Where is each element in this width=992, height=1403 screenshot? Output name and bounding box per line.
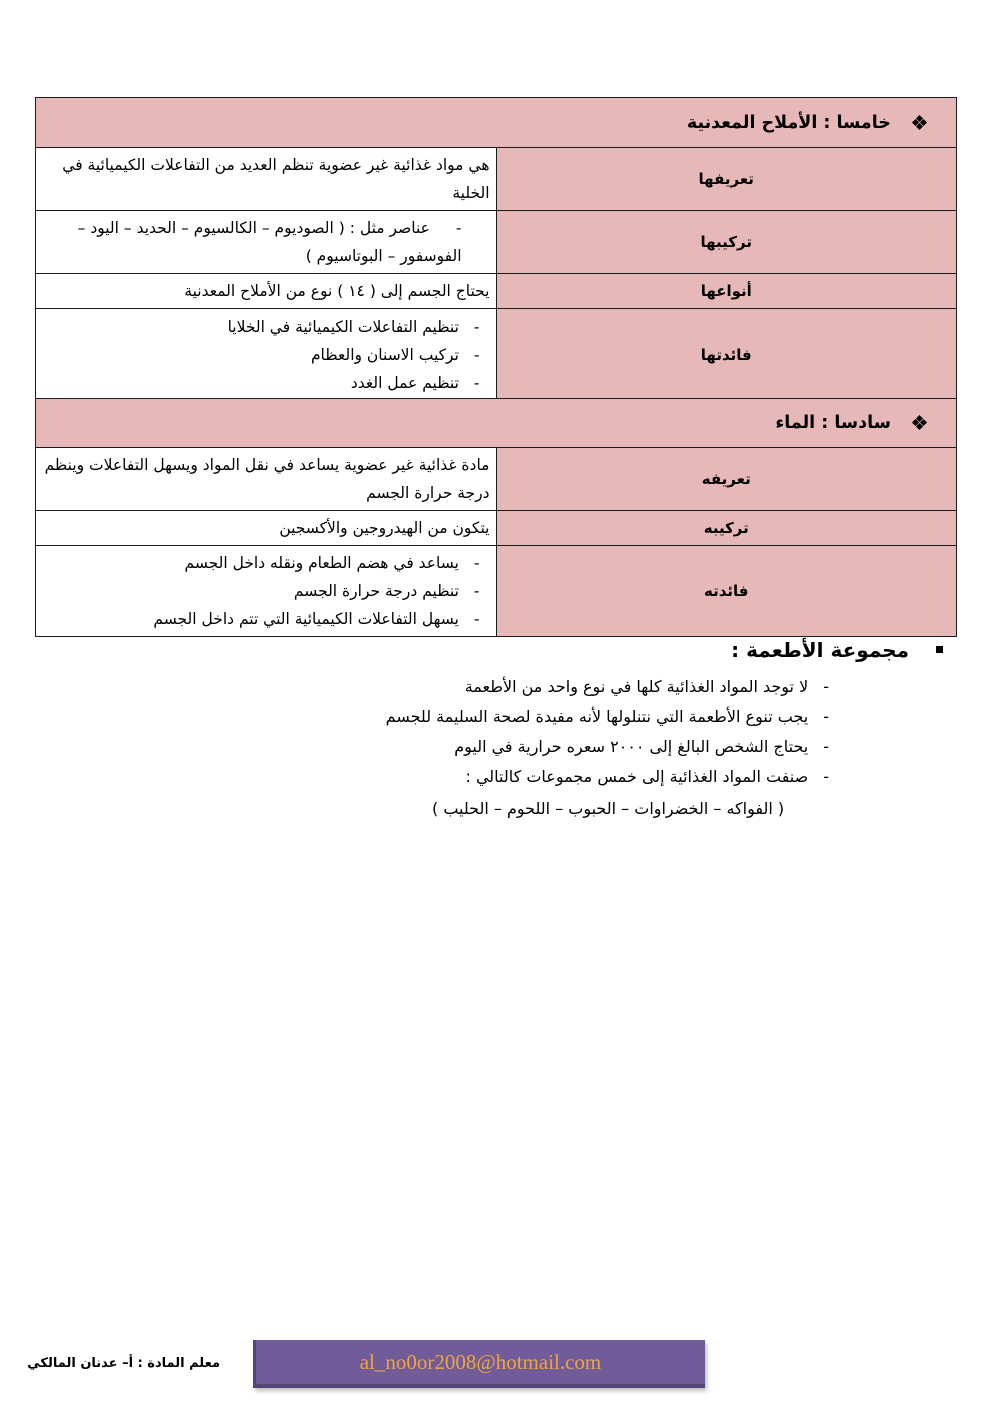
food-groups-list: [35, 672, 957, 792]
benefit-line: [42, 577, 490, 605]
row-label-benefits: فائدتها: [496, 309, 957, 401]
food-groups-examples: ( الفواكه – الخضراوات – الحبوب – اللحوم – الحليب ): [432, 799, 785, 818]
list-item: [35, 762, 957, 792]
list-item-text: لا توجد المواد الغذائية كلها في نوع واحد من الأطعمة: [464, 677, 809, 696]
benefit-line: [42, 341, 490, 369]
minerals-table-title: خامسا : الأملاح المعدنية: [686, 112, 891, 133]
benefit-text: تركيب الاسنان والعظام: [310, 345, 459, 364]
dash-bullet: -: [823, 767, 829, 786]
diamond-bullet-icon: [913, 116, 926, 129]
row-label-definition: تعريفها: [496, 148, 957, 211]
teacher-credit: معلم المادة : أ– عدنان المالكي: [27, 1356, 220, 1371]
diamond-bullet-icon: [913, 416, 926, 429]
row-label-types: أنواعها: [496, 274, 957, 309]
row-label-definition: تعريفه: [496, 448, 957, 511]
definition-text: مادة غذائية غير عضوية يساعد في نقل المواد ويسهل التفاعلات وينظم درجة حرارة الجسم: [44, 456, 490, 502]
food-groups-title: مجموعة الأطعمة :: [731, 638, 910, 662]
benefit-text: تنظيم عمل الغدد: [350, 373, 459, 392]
dash-bullet: -: [473, 554, 480, 572]
row-label-composition: تركيبه: [496, 511, 957, 546]
definition-text: هي مواد غذائية غير عضوية تنظم العديد من التفاعلات الكيميائية في الخلية: [62, 156, 490, 202]
benefit-line: [42, 605, 490, 633]
list-item: [35, 732, 957, 762]
dash-bullet: -: [473, 582, 480, 600]
dash-bullet: -: [455, 219, 462, 237]
dash-bullet: -: [473, 317, 480, 336]
dash-bullet: -: [473, 610, 480, 628]
composition-text: عناصر مثل : ( الصوديوم – الكالسيوم – الحديد – اليود – الفوسفور – البوتاسيوم ): [77, 219, 462, 265]
list-item-text: صنفت المواد الغذائية إلى خمس مجموعات كالتالي :: [465, 767, 809, 786]
benefit-text: يسهل التفاعلات الكيميائية التي تتم داخل الجسم: [153, 610, 459, 628]
benefit-text: تنظيم درجة حرارة الجسم: [293, 582, 459, 600]
water-table: [35, 398, 957, 637]
dash-bullet: -: [823, 677, 829, 696]
benefit-text: تنظيم التفاعلات الكيميائية في الخلايا: [227, 317, 459, 336]
list-item-text: يجب تنوع الأطعمة التي نتنلولها لأنه مفيدة لصحة السليمة للجسم: [385, 707, 809, 726]
dash-bullet: -: [823, 737, 829, 756]
list-item: [35, 672, 957, 702]
minerals-table: [35, 97, 957, 401]
email-text: al_no0or2008@hotmail.com: [359, 1350, 602, 1374]
benefit-line: [42, 549, 490, 577]
benefit-line: [42, 313, 490, 341]
water-table-title: سادسا : الماء: [775, 413, 891, 433]
row-label-benefits: فائدته: [496, 546, 957, 637]
row-label-composition: تركيبها: [496, 211, 957, 274]
dash-bullet: -: [473, 345, 480, 364]
list-item-text: يحتاج الشخص البالغ إلى ٢٠٠٠ سعره حرارية في اليوم: [454, 737, 809, 756]
food-groups-heading: [35, 636, 957, 664]
water-table-header: [36, 399, 957, 448]
list-item: [35, 702, 957, 732]
composition-text: يتكون من الهيدروجين والأكسجين: [279, 519, 490, 537]
food-groups-section: [35, 636, 957, 824]
benefit-line: [42, 369, 490, 397]
composition-line: [42, 214, 490, 270]
types-text: يحتاج الجسم إلى ( ١٤ ) نوع من الأملاح المعدنية: [184, 282, 490, 300]
dash-bullet: -: [823, 707, 829, 726]
email-box: [253, 1340, 705, 1388]
square-bullet-icon: [936, 646, 943, 653]
dash-bullet: -: [473, 373, 480, 392]
benefit-text: يساعد في هضم الطعام ونقله داخل الجسم: [184, 554, 459, 572]
minerals-table-header: [36, 98, 957, 148]
